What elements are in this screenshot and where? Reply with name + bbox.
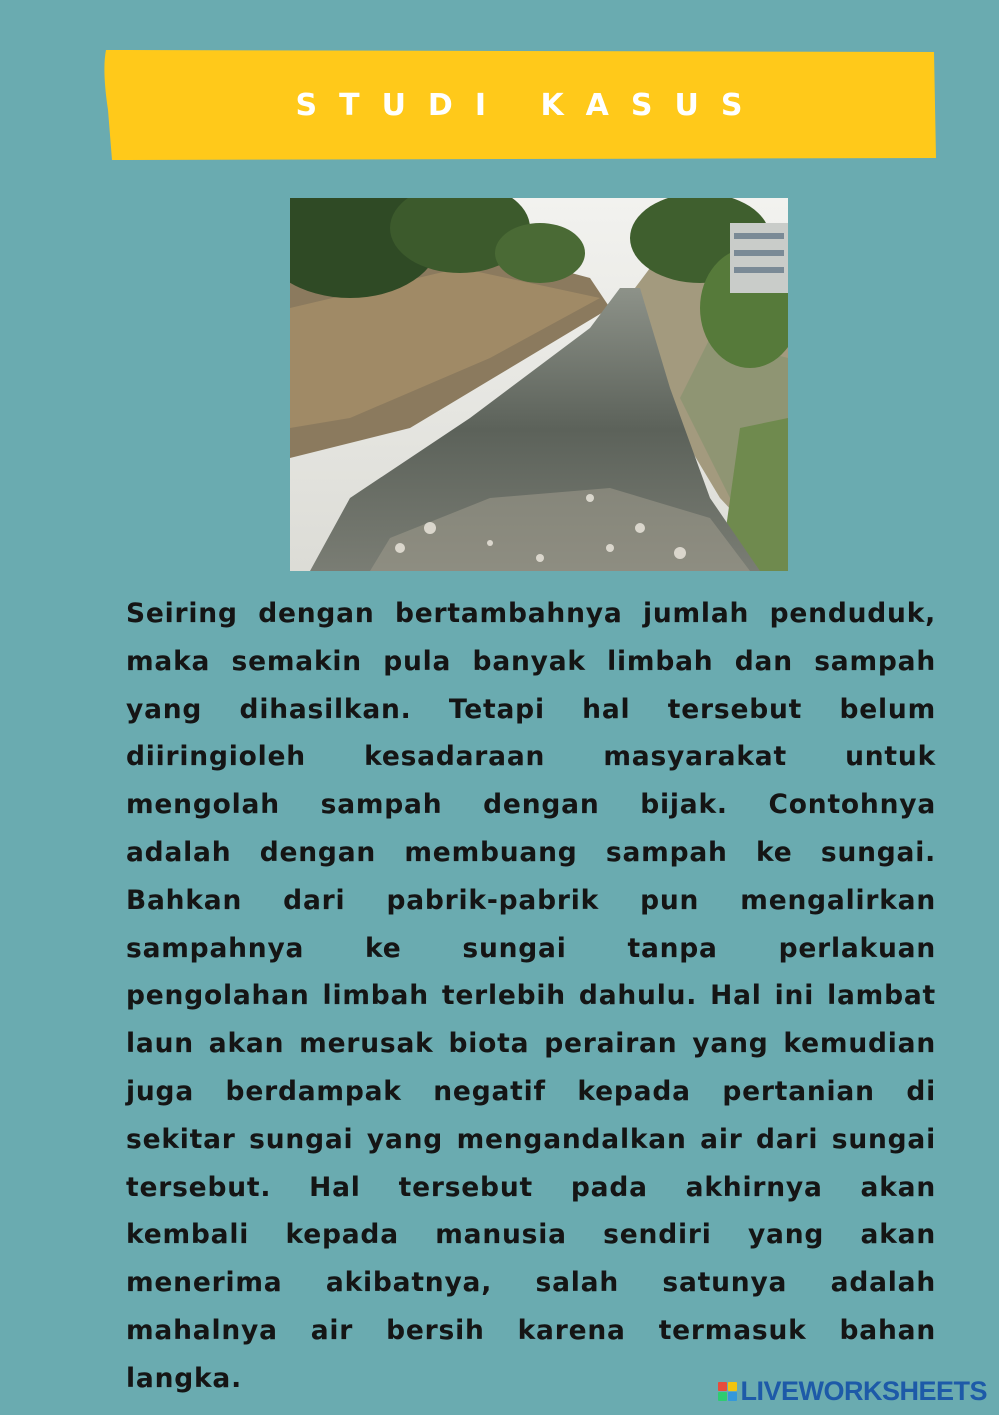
logo-mark-icon [718, 1382, 737, 1401]
title-banner [100, 50, 938, 160]
river-photo [290, 198, 788, 571]
case-study-paragraph: Seiring dengan bertambahnya jumlah penduduk, maka semakin pula banyak limbah dan sampah yang dihasilkan. Tetapi hal tersebut belum diiringioleh kesadaraan masyarakat untuk mengolah sampah dengan bijak. Contohnya adalah dengan membuang sampah ke sungai. Bahkan dari pabrik-pabrik pun mengalirkan sampahnya ke sungai tanpa perlakuan pengolahan limbah terlebih dahulu. Hal ini lambat laun akan merusak biota perairan yang kemudian juga berdampak negatif kepada pertanian di sekitar sungai yang mengandalkan air dari sungai tersebut. Hal tersebut pada akhirnya akan kembali kepada manusia sendiri yang akan menerima akibatnya, salah satunya adalah mahalnya air bersih karena termasuk bahan langka. [126, 598, 936, 1394]
liveworksheets-logo [718, 1374, 987, 1408]
river-image [290, 198, 788, 571]
brand-name: LIVEWORKSHEETS [740, 1375, 987, 1406]
page-title: STUDI KASUS [295, 87, 765, 123]
